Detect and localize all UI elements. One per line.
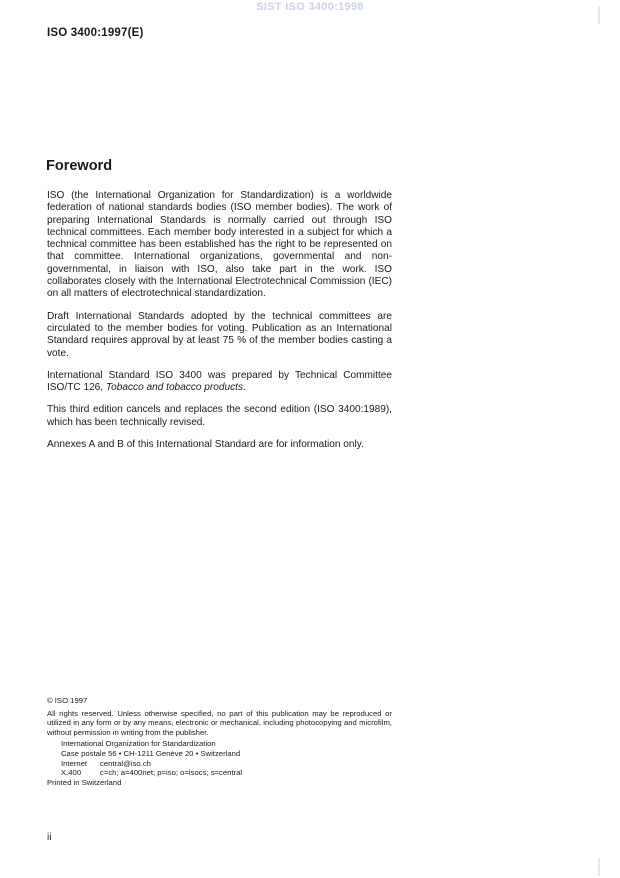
copyright-block (47, 696, 392, 787)
internet-label: Internet (61, 758, 88, 768)
x400-label: X.400 (61, 768, 82, 778)
committee-title: Tobacco and tobacco products (105, 382, 244, 394)
page-number: ii (47, 832, 52, 843)
scan-edge-mark (598, 6, 600, 24)
internet-row (61, 759, 392, 769)
paragraph-draft-standards (47, 311, 392, 360)
foreword-body (47, 190, 392, 461)
paragraph-text: This third edition cancels and replaces the second edition (ISO 3400:1989), which has been technically revised. (47, 404, 392, 428)
watermark-text: SIST ISO 3400:1998 (256, 1, 364, 13)
org-name: International Organization for Standardization (61, 739, 216, 749)
postal-address: Case postale 56 • CH-1211 Genève 20 • Switzerland (61, 748, 241, 758)
paragraph-edition (47, 404, 392, 429)
address-block (61, 739, 392, 777)
scan-edge-mark (598, 858, 600, 876)
paragraph-prepared-by (47, 370, 392, 395)
section-title: Foreword (46, 158, 113, 174)
paragraph-text: ISO (the International Organization for Standardization) is a worldwide federation of national standards bodies (ISO member bodies). The work of preparing International Standards is normally carried out through ISO technical committees. Each member body interested in a subject for which a technical committee has been established has the right to be represented on that committee. International organizations, governmental and non-governmental, in liaison with ISO, also take part in the work. ISO collaborates closely with the International Electrotechnical Commission (IEC) on all matters of electrotechnical standardization. (47, 190, 392, 300)
x400-value: c=ch; a=400net; p=iso; o=isocs; s=central (100, 768, 243, 778)
paragraph-text: International Standard ISO 3400 was prepared by Technical Committee ISO/TC 126, (47, 369, 392, 394)
paragraph-annexes (47, 439, 392, 451)
copyright-symbol-line: © ISO 1997 (47, 696, 88, 705)
paragraph-text: . (243, 382, 246, 394)
document-id: ISO 3400:1997(E) (47, 27, 144, 39)
printed-in: Printed in Switzerland (47, 777, 122, 787)
paragraph-iso-description (47, 190, 392, 301)
internet-value: central@iso.ch (100, 758, 151, 768)
x400-row (61, 768, 392, 778)
rights-notice: All rights reserved. Unless otherwise specified, no part of this publication may be reproduced or utilized in any form or by any means, electronic or mechanical, including photocopying and microfilm, without permission in writing from the publisher. (47, 708, 392, 737)
paragraph-text: Draft International Standards adopted by the technical committees are circulated to the member bodies for voting. Publication as an International Standard requires approval by at least 75 % of the member bodies casting a vote. (47, 310, 392, 359)
paragraph-text: Annexes A and B of this International Standard are for information only. (47, 439, 364, 451)
